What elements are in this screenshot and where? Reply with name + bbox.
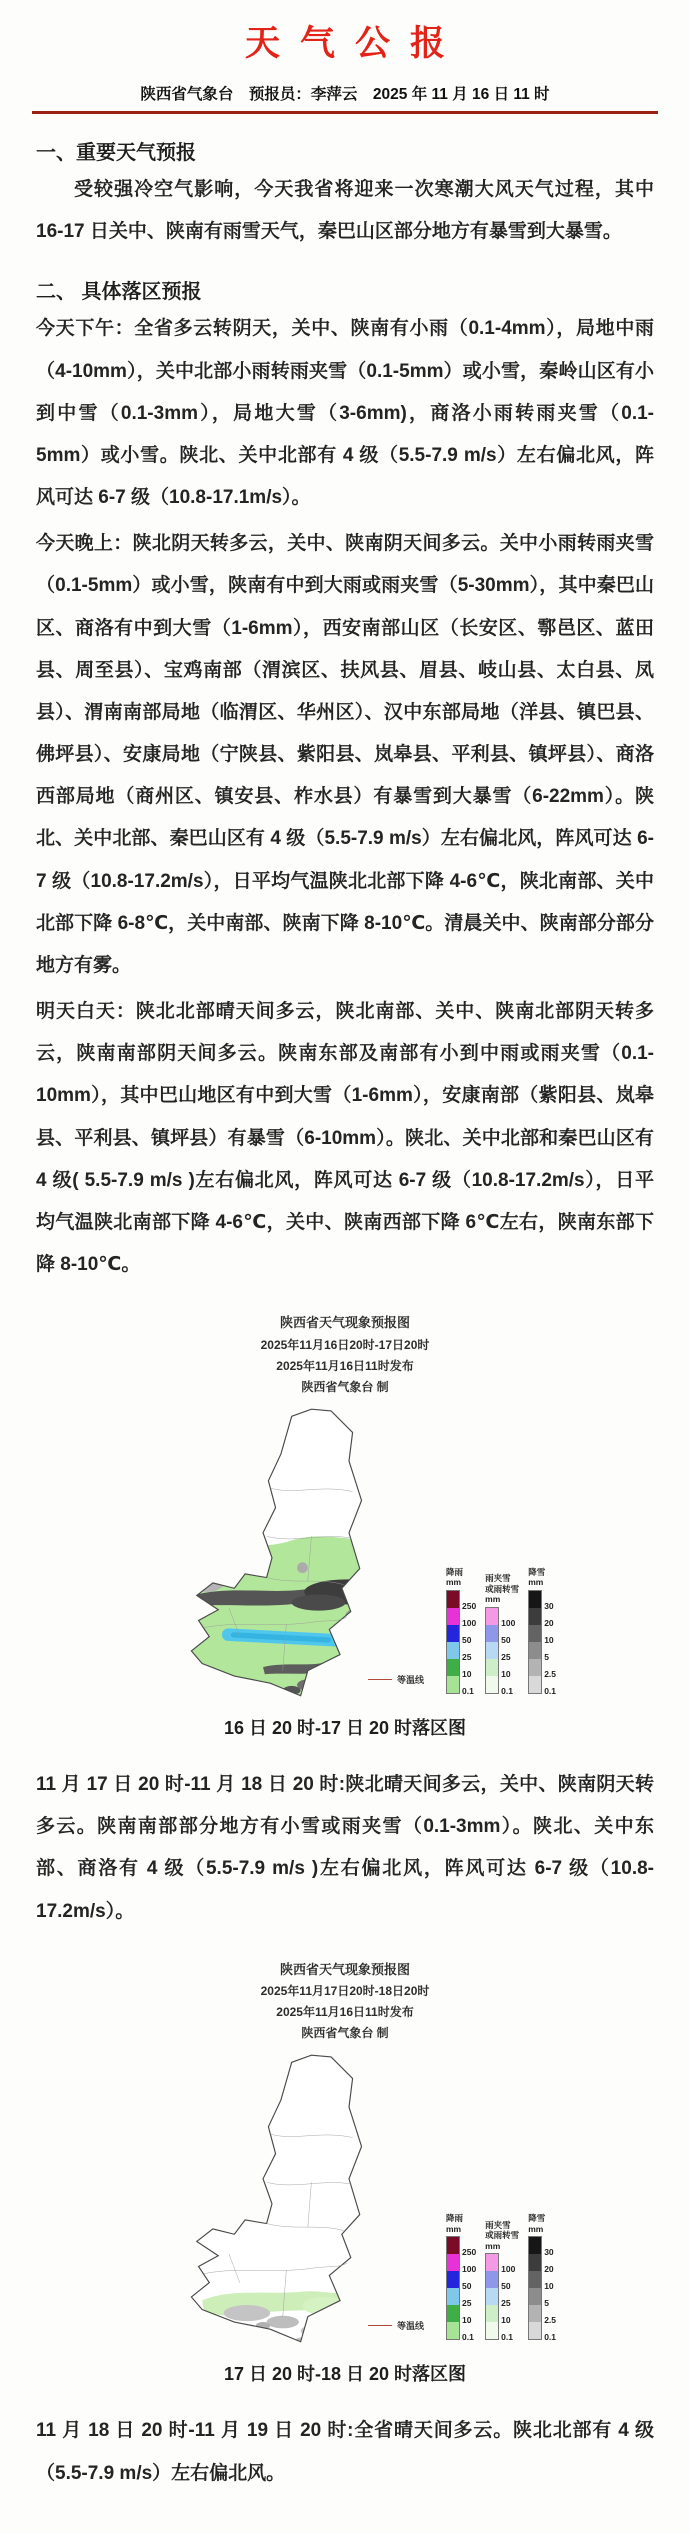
- forecast-today-afternoon: 今天下午：全省多云转阴天，关中、陕南有小雨（0.1-4mm），局地中雨（4-10mm），关中北部小雨转雨夹雪（0.1-5mm）或小雪，秦岭山区有小到中雪（0.1-3mm），局地大雪（3-6mm)，商洛小雨转雨夹雪（0.1-5mm）或小雪。陕北、关中北部有 4 级（5.5-7.9 m/s）左右偏北风，阵风可达 6-7 级（10.8-17.1m/s）。: [36, 318, 654, 509]
- rain-legend: [445, 1566, 477, 1697]
- forecast-18-19-lead: 11 月 18 日 20 时-11 月 19 日 20 时:: [36, 2420, 354, 2442]
- snow-legend: [528, 1566, 557, 1697]
- snow-patch-2: [267, 2316, 299, 2329]
- snow-patch-1: [224, 2305, 271, 2321]
- map1-issued: 2025年11月16日11时发布: [276, 1359, 414, 1374]
- map2-fill-layers: [177, 2048, 401, 2348]
- forecast-17-18-text: 陕北晴天间多云，关中、陕南阴天转多云。陕南南部部分地方有小雪或雨夹雪（0.1-3mm）。陕北、关中东部、商洛有 4 级（5.5-7.9 m/s )左右偏北风，阵风可达 6-7 级（10.8-17.2m/s）。: [36, 1774, 654, 1922]
- sleet-legend-labels: 100 50 25 10 0.1: [501, 2264, 516, 2343]
- snow-legend-title: 降雪 mm: [528, 1566, 546, 1588]
- forecast-tomorrow: 明天白天：陕北北部晴天间多云，陕北南部、关中、陕南北部阴天转多云，陕南南部阴天间多云。陕南东部及南部有小到中雨或雨夹雪（0.1-10mm），其中巴山地区有中到大雪（1-6mm），安康南部（紫阳县、岚皋县、平利县、镇坪县）有暴雪（6-10mm）。陕北、关中北部和秦巴山区有 4 级( 5.5-7.9 m/s )左右偏北风，阵风可达 6-7 级（10.8-17.2m/s），日平均气温陕北南部下降 4-6℃，关中、陕南西部下降 6℃左右，陕南东部下降 8-10℃。: [36, 1001, 654, 1276]
- rain-legend-labels: 250 100 50 25 10 0.1: [461, 2247, 477, 2343]
- snow-colorbar: [528, 1590, 542, 1694]
- rain-colorbar: [446, 1590, 460, 1694]
- map2-issued: 2025年11月16日11时发布: [276, 2005, 414, 2020]
- shaanxi-province-map-2: [134, 2048, 444, 2348]
- isoline-label: 等温线: [396, 2321, 424, 2332]
- section1-paragraph: 受较强冷空气影响，今天我省将迎来一次寒潮大风天气过程，其中 16-17 日关中、陕南有雨雪天气，秦巴山区部分地方有暴雪到大暴雪。: [36, 179, 654, 243]
- isoline-legend: [368, 2319, 424, 2332]
- sleet-colorbar: [485, 2253, 499, 2340]
- shaanxi-province-map-1: [134, 1402, 444, 1702]
- map1-legend-bars: [445, 1566, 557, 1697]
- forecast-18-19-text: 全省晴天间多云。陕北北部有 4 级（5.5-7.9 m/s）左右偏北风。: [36, 2420, 654, 2484]
- sleet-legend: [485, 1573, 520, 1697]
- forecast-17-18-lead: 11 月 17 日 20 时-11 月 18 日 20 时:: [36, 1774, 346, 1796]
- rain-legend-labels: 250 100 50 25 10 0.1: [461, 1601, 477, 1697]
- section2-heading: 二、 具体落区预报: [36, 281, 202, 304]
- rain-colorbar: [446, 2236, 460, 2340]
- isoline-symbol: [368, 1679, 392, 1680]
- map2-legend-bars: [445, 2213, 557, 2343]
- map2-title: 陕西省天气现象预报图: [279, 1961, 410, 1977]
- snow-legend-labels: 30 20 10 5 2.5 0.1: [544, 1601, 557, 1697]
- isoline-symbol: [368, 2325, 392, 2326]
- page-title: 天气公报: [244, 24, 465, 63]
- map1-body: [36, 1402, 654, 1702]
- map1-caption: 16 日 20 时-17 日 20 时落区图: [223, 1718, 467, 1739]
- map2-maker: 陕西省气象台 制: [301, 2026, 389, 2041]
- forecast-map-figure-1: [36, 1312, 654, 1702]
- sleet-legend: [485, 2220, 519, 2341]
- map2-caption: 17 日 20 时-18 日 20 时落区图: [223, 2364, 467, 2385]
- sleet-legend-labels: 100 50 25 10 0.1: [501, 1618, 516, 1697]
- snow-legend-title: 降雪 mm: [528, 2213, 546, 2234]
- map1-title: 陕西省天气现象预报图: [279, 1315, 410, 1331]
- section1-heading: 一、重要天气预报: [36, 142, 196, 164]
- map2-body: [36, 2048, 654, 2348]
- sleet-legend-title: 雨夹雪 或雨转雪 mm: [485, 2219, 520, 2251]
- map1-period: 2025年11月16日20时-17日20时: [260, 1338, 430, 1353]
- snow-colorbar: [528, 2236, 542, 2340]
- isoline-legend: [368, 1673, 424, 1686]
- sleet-colorbar: [485, 1607, 499, 1694]
- rain-legend: [445, 2213, 477, 2343]
- byline: 陕西省气象台 预报员：李萍云 2025 年 11 月 16 日 11 时: [32, 82, 658, 114]
- snow-legend-labels: 30 20 10 5 2.5 0.1: [544, 2247, 557, 2343]
- map2-legend: [396, 2213, 557, 2343]
- map1-fill-layers: [177, 1402, 401, 1702]
- forecast-map-figure-2: [36, 1959, 654, 2349]
- sleet-legend-title: 雨夹雪 或雨转雪 mm: [485, 1573, 520, 1605]
- snow-legend: [528, 2213, 557, 2343]
- rain-legend-title: 降雨 mm: [445, 2213, 463, 2234]
- map1-header: [36, 1312, 654, 1398]
- map1-maker: 陕西省气象台 制: [301, 1380, 389, 1395]
- map2-period: 2025年11月17日20时-18日20时: [260, 1984, 430, 1999]
- forecast-tonight: 今天晚上：陕北阴天转多云，关中、陕南阴天间多云。关中小雨转雨夹雪（0.1-5mm）或小雪，陕南有中到大雨或雨夹雪（5-30mm），其中秦巴山区、商洛有中到大雪（1-6mm），西安南部山区（长安区、鄠邑区、蓝田县、周至县）、宝鸡南部（渭滨区、扶风县、眉县、岐山县、太白县、凤县）、渭南南部局地（临渭区、华州区）、汉中东部局地（洋县、镇巴县、佛坪县）、安康局地（宁陕县、紫阳县、岚皋县、平利县、镇坪县）、商洛西部局地（商州区、镇安县、柞水县）有暴雪到大暴雪（6-22mm）。陕北、关中北部、秦巴山区有 4 级（5.5-7.9 m/s）左右偏北风，阵风可达 6-7 级（10.8-17.2m/s），日平均气温陕北北部下降 4-6℃，陕北南部、关中北部下降 6-8℃，关中南部、陕南下降 8-10℃。清晨关中、陕南部分部分地方有雾。: [36, 533, 654, 976]
- map1-legend: [396, 1566, 557, 1697]
- isoline-label: 等温线: [396, 1675, 424, 1686]
- map2-header: [36, 1959, 654, 2045]
- forecast-17-18: [36, 1764, 654, 1933]
- rain-legend-title: 降雨 mm: [445, 1566, 463, 1588]
- forecast-18-19: [36, 2410, 654, 2494]
